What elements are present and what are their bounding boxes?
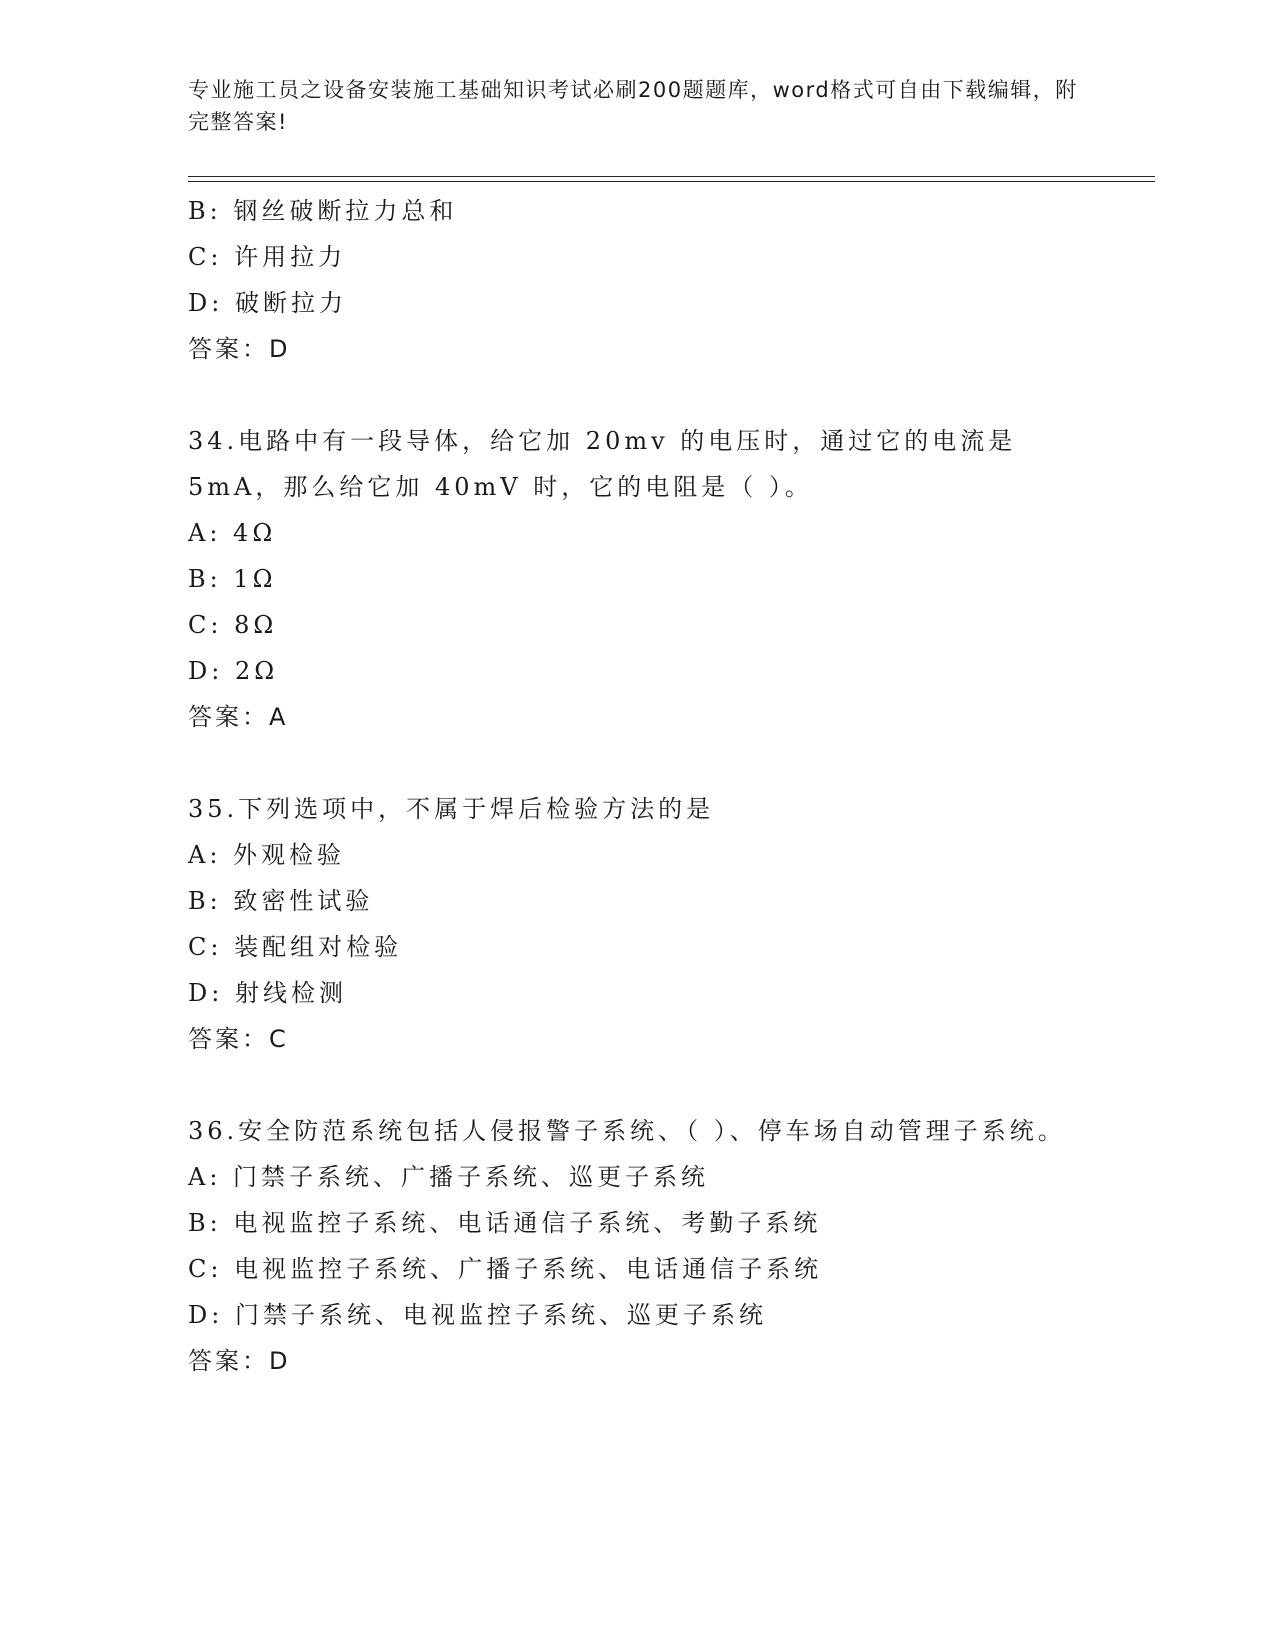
spacer xyxy=(188,372,1088,418)
question-34 xyxy=(188,418,1088,740)
option-b: B: 电视监控子系统、电话通信子系统、考勤子系统 xyxy=(188,1209,822,1237)
option-b: B: 钢丝破断拉力总和 xyxy=(188,197,458,225)
spacer xyxy=(188,1062,1088,1108)
question-text: 34.电路中有一段导体，给它加 20mv 的电压时，通过它的电流是 5mA，那么给它加 40mV 时，它的电阻是（ ）。 xyxy=(188,427,1017,501)
question-text: 36.安全防范系统包括人侵报警子系统、（ ）、停车场自动管理子系统。 xyxy=(188,1117,1066,1145)
option-c: C: 电视监控子系统、广播子系统、电话通信子系统 xyxy=(188,1255,823,1283)
answer-line: 答案：D xyxy=(188,1347,291,1375)
option-a: A: 门禁子系统、广播子系统、巡更子系统 xyxy=(188,1163,710,1191)
spacer xyxy=(188,740,1088,786)
question-35 xyxy=(188,786,1088,1062)
document-header: 专业施工员之设备安装施工基础知识考试必刷200题题库，word格式可自由下载编辑，附完整答案! xyxy=(188,78,1078,134)
answer-line: 答案：C xyxy=(188,1025,289,1053)
option-c: C: 装配组对检验 xyxy=(188,933,403,961)
prev-question xyxy=(188,188,1088,372)
option-a: A: 外观检验 xyxy=(188,841,346,869)
option-b: B: 1Ω xyxy=(188,565,277,593)
question-36 xyxy=(188,1108,1088,1384)
option-b: B: 致密性试验 xyxy=(188,887,374,915)
option-d: D: 射线检测 xyxy=(188,979,347,1007)
option-d: D: 门禁子系统、电视监控子系统、巡更子系统 xyxy=(188,1301,767,1329)
question-text: 35.下列选项中，不属于焊后检验方法的是 xyxy=(188,795,715,823)
option-d: D: 2Ω xyxy=(188,657,279,685)
header-divider-top xyxy=(188,176,1155,177)
question-content xyxy=(188,188,1088,1384)
answer-line: 答案：A xyxy=(188,703,289,731)
answer-line: 答案：D xyxy=(188,335,291,363)
header-divider-bottom xyxy=(188,181,1155,182)
option-c: C: 8Ω xyxy=(188,611,278,639)
option-d: D: 破断拉力 xyxy=(188,289,347,317)
option-a: A: 4Ω xyxy=(188,519,277,547)
option-c: C: 许用拉力 xyxy=(188,243,347,271)
